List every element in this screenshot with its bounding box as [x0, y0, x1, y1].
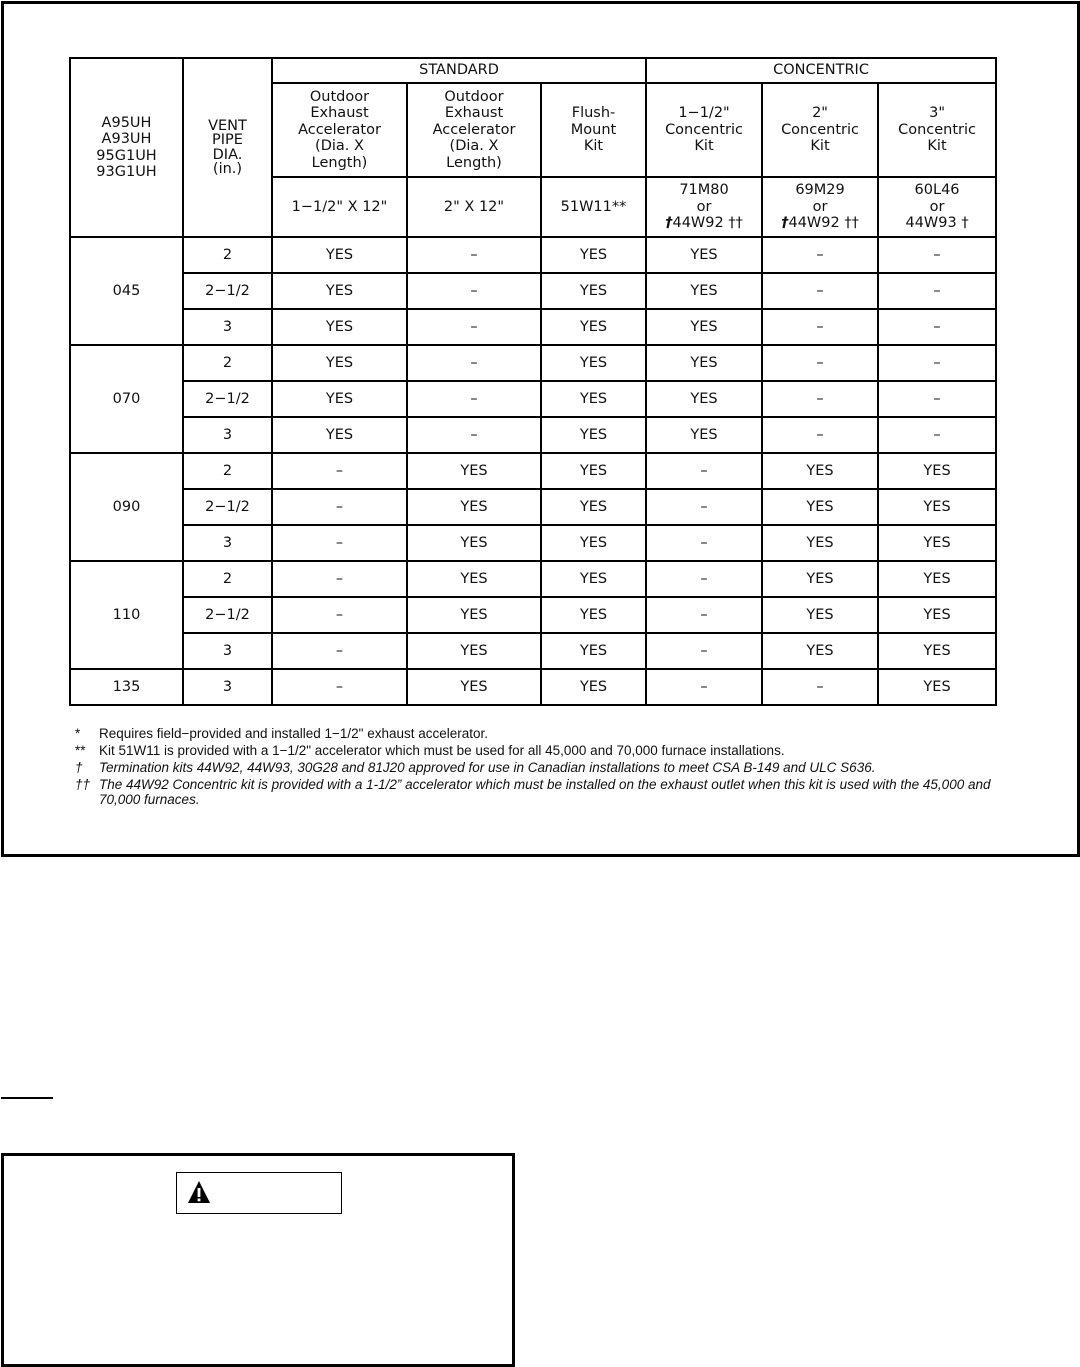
model-cell: 070 [70, 345, 183, 453]
compat-cell: – [878, 381, 996, 417]
column-header [878, 83, 996, 177]
compat-cell: – [762, 273, 878, 309]
compat-cell: YES [541, 417, 646, 453]
compat-cell: – [878, 237, 996, 273]
compat-cell: YES [762, 597, 878, 633]
compat-cell: – [646, 525, 762, 561]
column-header-text: 1−1/2" Concentric Kit [665, 105, 743, 155]
compat-cell: – [646, 561, 762, 597]
table-row [70, 669, 996, 705]
table-row [70, 237, 996, 273]
compat-cell: YES [541, 489, 646, 525]
compat-cell: YES [646, 273, 762, 309]
vent-dia-cell: 3 [183, 525, 272, 561]
compat-cell: – [646, 489, 762, 525]
footnote-mark: †† [75, 777, 91, 792]
compat-cell: YES [646, 417, 762, 453]
vent-header-line: (in.) [212, 161, 243, 177]
table-row [70, 489, 996, 525]
compat-cell: – [272, 489, 407, 525]
column-code [878, 177, 996, 237]
vent-dia-cell: 2 [183, 561, 272, 597]
vent-dia-cell: 3 [183, 669, 272, 705]
compat-cell: YES [407, 525, 541, 561]
model-header-line: A95UH [101, 114, 152, 131]
compat-cell: YES [878, 669, 996, 705]
compat-cell: YES [878, 633, 996, 669]
compat-cell: YES [646, 309, 762, 345]
compat-cell: – [646, 633, 762, 669]
table-row [70, 597, 996, 633]
compat-cell: YES [762, 525, 878, 561]
table-row [70, 309, 996, 345]
compat-cell: – [762, 417, 878, 453]
compat-cell: – [762, 237, 878, 273]
column-header [407, 83, 541, 177]
column-code [646, 177, 762, 237]
model-header-line: 93G1UH [96, 164, 157, 180]
compat-cell: YES [407, 453, 541, 489]
compat-cell: – [646, 669, 762, 705]
vent-dia-cell: 2−1/2 [183, 597, 272, 633]
table-row [70, 561, 996, 597]
footnote [75, 777, 1035, 807]
column-code [762, 177, 878, 237]
compat-cell: YES [762, 633, 878, 669]
column-code [407, 177, 541, 237]
compat-cell: – [272, 453, 407, 489]
vent-dia-cell: 2 [183, 345, 272, 381]
footnote-text: Requires field−provided and installed 1−1/2" exhaust accelerator. [99, 726, 489, 741]
model-header-line: A93UH [101, 131, 152, 147]
compat-cell: – [272, 525, 407, 561]
column-code [541, 177, 646, 237]
column-code-text: 71M80 or †44W92 †† [665, 182, 743, 232]
vent-dia-cell: 2 [183, 453, 272, 489]
column-header [541, 83, 646, 177]
column-header-text: 2" Concentric Kit [781, 105, 859, 155]
column-code-text: 69M29 or †44W92 †† [781, 182, 859, 232]
footnote-text: Termination kits 44W92, 44W93, 30G28 and 81J20 approved for use in Canadian installations to meet CSA B-149 and ULC S636. [99, 760, 876, 775]
compat-cell: – [762, 381, 878, 417]
compat-cell: – [272, 561, 407, 597]
compat-cell: – [878, 273, 996, 309]
compat-cell: YES [878, 597, 996, 633]
vent-termination-table [69, 57, 997, 706]
compat-cell: YES [541, 597, 646, 633]
compat-cell: – [407, 309, 541, 345]
footnote [75, 743, 1035, 758]
compat-cell: – [407, 273, 541, 309]
compat-cell: – [407, 237, 541, 273]
vent-dia-cell: 3 [183, 633, 272, 669]
compat-cell: – [272, 597, 407, 633]
compat-cell: – [878, 417, 996, 453]
model-cell: 090 [70, 453, 183, 561]
compat-cell: YES [541, 237, 646, 273]
compat-cell: YES [272, 417, 407, 453]
model-cell: 045 [70, 237, 183, 345]
compat-cell: – [646, 597, 762, 633]
compat-cell: – [407, 381, 541, 417]
column-header [646, 83, 762, 177]
model-header-line: 95G1UH [96, 147, 157, 164]
compat-cell: – [272, 669, 407, 705]
compat-cell: YES [407, 597, 541, 633]
group-standard: STANDARD [272, 58, 646, 83]
compat-cell: YES [878, 525, 996, 561]
column-header [762, 83, 878, 177]
table-row [70, 345, 996, 381]
compat-cell: YES [407, 633, 541, 669]
column-header-text: Flush- Mount Kit [570, 105, 617, 155]
compat-cell: YES [541, 381, 646, 417]
compat-cell: YES [762, 453, 878, 489]
model-cell: 110 [70, 561, 183, 669]
underline-rule [1, 1097, 53, 1099]
vent-dia-cell: 2−1/2 [183, 273, 272, 309]
warning-triangle-icon [187, 1180, 211, 1204]
compat-cell: YES [272, 381, 407, 417]
footnote-mark: † [75, 760, 83, 775]
compat-cell: YES [541, 273, 646, 309]
vent-dia-cell: 3 [183, 417, 272, 453]
column-code-text: 2" X 12" [443, 198, 505, 215]
compat-cell: – [878, 309, 996, 345]
compat-cell: – [762, 669, 878, 705]
compat-cell: YES [762, 561, 878, 597]
table-footnotes [75, 726, 1035, 809]
compat-cell: YES [407, 561, 541, 597]
vent-dia-cell: 2−1/2 [183, 381, 272, 417]
footnote-mark: * [75, 726, 81, 741]
vent-header-line: DIA. [212, 146, 243, 163]
footnote-text: The 44W92 Concentric kit is provided with a 1-1/2” accelerator which must be installed on the exhaust outlet when this kit is used with the 45,000 and 70,000 furnaces. [99, 777, 991, 807]
compat-cell: – [762, 309, 878, 345]
compat-cell: YES [646, 237, 762, 273]
warning-box [1, 1153, 515, 1367]
compat-cell: YES [878, 489, 996, 525]
compat-cell: YES [272, 309, 407, 345]
table-row [70, 417, 996, 453]
compat-cell: YES [541, 345, 646, 381]
vent-header-line: PIPE [212, 132, 243, 148]
warning-label [176, 1172, 342, 1214]
compat-cell: – [646, 453, 762, 489]
dagger-mark: † [665, 215, 673, 232]
compat-cell: YES [762, 489, 878, 525]
table-row [70, 453, 996, 489]
column-code-text: 51W11** [560, 198, 627, 215]
model-cell: 135 [70, 669, 183, 705]
table-row [70, 273, 996, 309]
compat-cell: YES [541, 525, 646, 561]
compat-cell: YES [541, 561, 646, 597]
model-header [70, 58, 183, 237]
vent-dia-cell: 2 [183, 237, 272, 273]
column-code-text: 1−1/2" X 12" [291, 198, 388, 215]
vent-dia-cell: 3 [183, 309, 272, 345]
footnote [75, 726, 1035, 741]
column-header-text: Outdoor Exhaust Accelerator (Dia. X Length) [298, 88, 381, 171]
column-header-text: Outdoor Exhaust Accelerator (Dia. X Length) [432, 88, 516, 171]
footnote-text: Kit 51W11 is provided with a 1−1/2" accelerator which must be used for all 45,000 and 70,000 furnace installations. [99, 743, 785, 758]
compat-cell: YES [407, 489, 541, 525]
table-row [70, 633, 996, 669]
compat-cell: YES [407, 669, 541, 705]
compat-cell: YES [646, 381, 762, 417]
compat-cell: YES [541, 669, 646, 705]
compat-cell: – [762, 345, 878, 381]
vent-dia-cell: 2−1/2 [183, 489, 272, 525]
table-row [70, 381, 996, 417]
compat-cell: YES [272, 237, 407, 273]
compat-cell: YES [541, 453, 646, 489]
compat-cell: – [878, 345, 996, 381]
compat-cell: YES [541, 633, 646, 669]
compat-cell: YES [272, 273, 407, 309]
column-header [272, 83, 407, 177]
compat-cell: – [272, 633, 407, 669]
column-header-text: 3" Concentric Kit [898, 105, 976, 155]
dagger-mark: † [781, 215, 789, 232]
column-code [272, 177, 407, 237]
compat-cell: – [407, 417, 541, 453]
column-code-text: 60L46 or 44W93 † [905, 182, 969, 232]
compat-cell: YES [878, 561, 996, 597]
compat-cell: YES [646, 345, 762, 381]
compat-cell: – [407, 345, 541, 381]
compat-cell: YES [541, 309, 646, 345]
compat-cell: YES [878, 453, 996, 489]
footnote-mark: ** [75, 743, 86, 758]
vent-header [183, 58, 272, 237]
group-concentric: CONCENTRIC [646, 58, 996, 83]
vent-header-line: VENT [208, 117, 247, 134]
footnote [75, 760, 1035, 775]
table-row [70, 525, 996, 561]
compat-cell: YES [272, 345, 407, 381]
